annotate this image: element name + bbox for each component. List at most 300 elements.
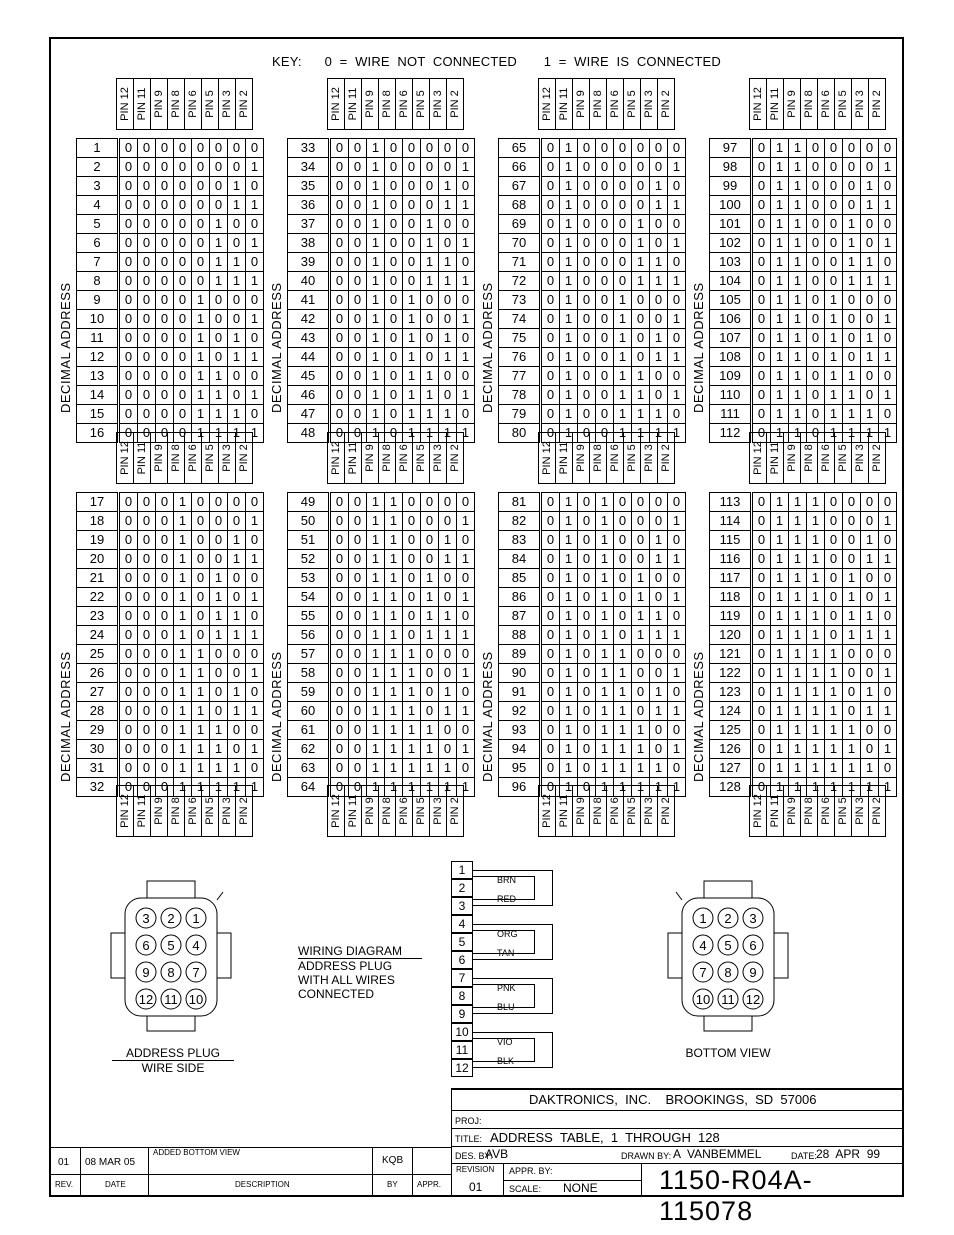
bit-cell: 0 [807,196,825,215]
bit-cell: 1 [825,424,843,443]
bit-cell: 0 [578,740,596,759]
bit-cell: 1 [385,645,403,664]
bit-cell: 0 [753,158,771,177]
bit-cell: 1 [807,531,825,550]
bit-cell: 1 [228,702,246,721]
bit-cell: 1 [825,405,843,424]
bit-cell: 0 [457,683,475,702]
bit-cell: 1 [367,310,385,329]
bit-cell: 1 [560,386,578,405]
bit-cell: 0 [349,367,367,386]
bit-cell: 0 [457,493,475,512]
table-row [710,348,897,367]
pin-label: PIN 2 [660,797,672,825]
bit-cell: 0 [843,550,861,569]
bit-cell: 0 [807,405,825,424]
svg-text:9: 9 [749,965,757,980]
pin-label: PIN 2 [871,90,883,118]
bit-cell: 1 [596,588,614,607]
pin-label: PIN 6 [398,444,410,472]
bit-cell: 0 [156,493,174,512]
table-row [288,234,475,253]
bit-cell: 0 [650,569,668,588]
bit-cell: 0 [879,721,897,740]
table-row [77,272,264,291]
bit-cell: 0 [596,215,614,234]
bit-cell: 0 [138,424,156,443]
bit-cell: 0 [156,272,174,291]
decimal-cell: 20 [77,550,118,569]
table-row [710,158,897,177]
bit-cell: 0 [331,626,349,645]
address-plug-caption: ADDRESS PLUG WIRE SIDE [112,1046,234,1075]
bit-cell: 0 [138,683,156,702]
bit-cell: 0 [210,512,228,531]
bit-cell: 1 [632,588,650,607]
bit-cell: 0 [156,253,174,272]
bit-cell: 0 [138,550,156,569]
pin-label: PIN 6 [187,90,199,118]
bit-cell: 0 [385,139,403,158]
bit-cell: 0 [542,512,560,531]
bit-cell: 1 [879,348,897,367]
bit-cell: 1 [614,721,632,740]
bit-cell: 1 [457,424,475,443]
table-row [710,493,897,512]
bit-cell: 0 [614,234,632,253]
pin-header-cell [446,432,464,484]
rev-date: 08 MAR 05 [85,1157,136,1168]
bit-cell: 1 [403,759,421,778]
bit-cell: 0 [753,550,771,569]
bit-cell: 1 [192,664,210,683]
bit-cell: 0 [614,139,632,158]
bit-cell: 0 [578,310,596,329]
decimal-address-label: DECIMAL ADDRESS [58,651,73,782]
pin-header-cell [657,432,675,484]
bit-cell: 0 [331,139,349,158]
svg-text:6: 6 [749,938,757,953]
bit-cell: 0 [614,196,632,215]
decimal-cell: 98 [710,158,751,177]
bit-cell: 0 [138,759,156,778]
rev-by: KQB [382,1155,404,1166]
bit-cell: 0 [457,253,475,272]
decimal-cell: 69 [499,215,540,234]
decimal-cell: 7 [77,253,118,272]
bit-cell: 0 [120,367,138,386]
decimal-cell: 60 [288,702,329,721]
bit-cell: 0 [596,291,614,310]
bit-cell: 0 [614,531,632,550]
bit-cell: 0 [753,664,771,683]
table-row [499,759,686,778]
pin-label: PIN 3 [643,797,655,825]
bit-cell: 0 [807,253,825,272]
table-row [77,253,264,272]
bit-cell: 0 [421,645,439,664]
pin-label: PIN 9 [153,90,165,118]
table-row [77,531,264,550]
table-row [288,196,475,215]
bit-cell: 0 [578,424,596,443]
bit-cell: 0 [668,177,686,196]
table-row [710,196,897,215]
bit-cell: 0 [331,683,349,702]
bit-cell: 0 [120,386,138,405]
decimal-cell: 90 [499,664,540,683]
bit-cell: 1 [174,512,192,531]
bit-cell: 0 [596,310,614,329]
bit-cell: 0 [331,569,349,588]
bit-cell: 0 [879,177,897,196]
bit-cell: 0 [825,531,843,550]
bit-cell: 0 [843,683,861,702]
table-row [710,588,897,607]
table-row [288,405,475,424]
bit-cell: 1 [861,253,879,272]
bit-cell: 0 [331,291,349,310]
pin-label: PIN 8 [170,797,182,825]
bit-cell: 0 [138,158,156,177]
bit-cell: 1 [246,234,264,253]
bit-cell: 0 [192,158,210,177]
pin-header-cell [395,785,413,837]
bit-cell: 1 [632,759,650,778]
pin-label: PIN 12 [541,87,553,121]
decimal-cell: 18 [77,512,118,531]
bit-cell: 0 [753,272,771,291]
table-row [710,177,897,196]
table-row [499,588,686,607]
bit-cell: 1 [246,386,264,405]
bit-cell: 0 [668,405,686,424]
bit-cell: 0 [807,291,825,310]
bit-cell: 1 [367,531,385,550]
bit-cell: 0 [861,645,879,664]
bit-cell: 1 [385,721,403,740]
table-row [288,348,475,367]
bit-cell: 0 [825,253,843,272]
bit-cell: 0 [753,139,771,158]
bit-cell: 0 [138,291,156,310]
bit-cell: 0 [650,512,668,531]
bit-cell: 0 [138,588,156,607]
bit-cell: 0 [385,348,403,367]
pin-label: PIN 3 [432,797,444,825]
bit-cell: 0 [331,721,349,740]
table-row [499,329,686,348]
bit-cell: 0 [861,569,879,588]
decimal-cell: 62 [288,740,329,759]
bit-cell: 0 [120,139,138,158]
bit-cell: 0 [753,569,771,588]
bit-cell: 0 [668,721,686,740]
decimal-cell: 21 [77,569,118,588]
decimal-cell: 16 [77,424,118,443]
bit-cell: 1 [596,512,614,531]
bit-cell: 0 [861,139,879,158]
bit-cell: 1 [560,721,578,740]
bit-cell: 0 [228,386,246,405]
bit-cell: 1 [246,664,264,683]
bit-cell: 0 [542,348,560,367]
table-row [499,177,686,196]
pin-label: PIN 12 [752,794,764,828]
bit-cell: 0 [156,196,174,215]
appr-by-label: APPR. BY: [509,1166,553,1176]
pin-header-cell [235,785,253,837]
pin-label: PIN 2 [871,444,883,472]
bit-cell: 1 [385,759,403,778]
bit-cell: 0 [439,721,457,740]
bit-cell: 0 [578,215,596,234]
pin-label: PIN 8 [381,444,393,472]
bit-cell: 0 [403,139,421,158]
pin-label: PIN 3 [221,444,233,472]
decimal-cell: 34 [288,158,329,177]
bit-cell: 1 [210,588,228,607]
pin-header-cell [116,432,134,484]
pin-header-cell [640,78,658,130]
bit-cell: 1 [228,196,246,215]
bit-cell: 0 [403,550,421,569]
table-row [77,664,264,683]
bit-cell: 0 [349,139,367,158]
bit-cell: 0 [403,158,421,177]
bit-cell: 1 [367,626,385,645]
bit-cell: 0 [403,588,421,607]
bit-cell: 1 [789,531,807,550]
bit-cell: 0 [228,158,246,177]
bit-cell: 1 [614,740,632,759]
bit-cell: 0 [879,759,897,778]
bit-cell: 0 [632,645,650,664]
bit-cell: 0 [668,531,686,550]
pin-header-cell [572,78,590,130]
table-row [288,702,475,721]
decimal-cell: 28 [77,702,118,721]
bit-cell: 1 [650,607,668,626]
bit-cell: 1 [457,512,475,531]
pin-label: PIN 8 [803,90,815,118]
bit-cell: 0 [385,196,403,215]
bit-cell: 0 [807,329,825,348]
bit-cell: 0 [331,196,349,215]
bit-cell: 0 [228,215,246,234]
bit-cell: 0 [331,588,349,607]
bit-cell: 1 [668,778,686,797]
bit-cell: 0 [156,683,174,702]
bit-cell: 0 [596,158,614,177]
bit-cell: 0 [403,177,421,196]
bit-cell: 0 [753,759,771,778]
bit-cell: 0 [228,569,246,588]
bit-cell: 0 [349,177,367,196]
pin-header-cell [395,432,413,484]
bit-cell: 1 [560,234,578,253]
table-row [710,740,897,759]
bit-cell: 1 [367,721,385,740]
address-plug-bottom-view [662,878,792,1038]
bit-cell: 0 [753,702,771,721]
bit-cell: 1 [421,569,439,588]
bit-cell: 0 [457,531,475,550]
bit-cell: 1 [439,626,457,645]
bit-cell: 1 [632,386,650,405]
decimal-cell: 88 [499,626,540,645]
bit-cell: 0 [843,531,861,550]
table-row [710,721,897,740]
bit-cell: 1 [210,272,228,291]
table-row [710,759,897,778]
bit-cell: 1 [367,702,385,721]
bit-cell: 0 [457,367,475,386]
bit-cell: 0 [578,158,596,177]
bit-cell: 1 [385,626,403,645]
wire-color: VIO [497,1037,513,1047]
svg-text:3: 3 [749,911,757,926]
bit-cell: 1 [861,702,879,721]
bit-cell: 1 [439,177,457,196]
table-row [710,234,897,253]
bit-cell: 1 [861,683,879,702]
bit-cell: 0 [331,234,349,253]
bit-cell: 0 [879,645,897,664]
bit-cell: 0 [192,569,210,588]
bit-cell: 1 [632,215,650,234]
table-row [710,569,897,588]
decimal-cell: 100 [710,196,751,215]
decimal-cell: 50 [288,512,329,531]
decimal-cell: 68 [499,196,540,215]
decimal-cell: 11 [77,329,118,348]
bit-cell: 1 [560,645,578,664]
pin-header-cell [868,78,886,130]
bit-cell: 1 [668,272,686,291]
bit-cell: 1 [825,348,843,367]
table-row [288,664,475,683]
bit-cell: 1 [174,569,192,588]
bit-cell: 1 [367,348,385,367]
pin-header [539,78,675,130]
bit-cell: 1 [367,683,385,702]
bit-cell: 0 [650,158,668,177]
bit-cell: 1 [421,215,439,234]
bit-cell: 0 [331,424,349,443]
bit-cell: 1 [771,139,789,158]
pin-header-cell [150,432,168,484]
bit-cell: 1 [650,253,668,272]
bit-cell: 0 [596,272,614,291]
bit-cell: 0 [668,645,686,664]
bit-cell: 0 [349,569,367,588]
table-row [77,405,264,424]
pin-header-cell [446,785,464,837]
pin-header-cell [412,785,430,837]
pin-header-cell [589,432,607,484]
bit-cell: 1 [807,778,825,797]
bit-cell: 0 [753,740,771,759]
pin-label: PIN 9 [153,444,165,472]
bottom-view-caption: BOTTOM VIEW [685,1046,771,1060]
bit-cell: 0 [650,310,668,329]
drawing-number: 1150-R04A-115078 [659,1165,813,1226]
bit-cell: 1 [879,740,897,759]
bit-cell: 0 [156,158,174,177]
bit-cell: 1 [192,329,210,348]
bit-cell: 1 [771,740,789,759]
table-row [710,512,897,531]
bit-cell: 0 [650,740,668,759]
pin-label: PIN 3 [221,90,233,118]
decimal-cell: 49 [288,493,329,512]
date-label: DATE: [791,1151,817,1161]
bit-cell: 1 [807,702,825,721]
pin-header-cell [201,785,219,837]
bit-cell: 0 [439,645,457,664]
bit-cell: 0 [439,588,457,607]
pin-label: PIN 12 [330,794,342,828]
bit-cell: 1 [879,196,897,215]
decimal-cell: 104 [710,272,751,291]
bit-cell: 1 [210,759,228,778]
bit-cell: 1 [246,158,264,177]
bit-cell: 1 [560,512,578,531]
decimal-cell: 5 [77,215,118,234]
bit-cell: 1 [174,550,192,569]
decimal-cell: 117 [710,569,751,588]
pin-header-cell [412,78,430,130]
bit-cell: 1 [439,550,457,569]
bit-cell: 1 [861,531,879,550]
table-row [499,493,686,512]
bit-cell: 1 [560,778,578,797]
bit-cell: 0 [879,215,897,234]
pin-label: PIN 5 [415,90,427,118]
bit-cell: 0 [174,348,192,367]
bit-cell: 1 [650,759,668,778]
bit-cell: 1 [385,702,403,721]
bit-cell: 1 [771,626,789,645]
pin-header-cell [235,78,253,130]
decimal-cell: 77 [499,367,540,386]
pin-header-cell [572,785,590,837]
bit-cell: 1 [560,607,578,626]
bit-cell: 0 [349,310,367,329]
bit-cell: 1 [403,405,421,424]
decimal-cell: 95 [499,759,540,778]
bit-cell: 1 [246,550,264,569]
bit-cell: 1 [632,569,650,588]
bit-cell: 0 [578,367,596,386]
pin-label: PIN 5 [626,797,638,825]
bit-cell: 0 [228,139,246,158]
bit-cell: 1 [596,550,614,569]
bit-cell: 1 [560,588,578,607]
bit-cell: 1 [614,778,632,797]
bit-cell: 0 [228,645,246,664]
pin-header-cell [851,785,869,837]
decimal-cell: 108 [710,348,751,367]
pin-label: PIN 12 [330,441,342,475]
bit-cell: 0 [825,607,843,626]
bit-cell: 0 [753,405,771,424]
bit-cell: 1 [421,272,439,291]
bit-cell: 0 [349,683,367,702]
bit-cell: 0 [331,645,349,664]
bit-cell: 1 [650,405,668,424]
